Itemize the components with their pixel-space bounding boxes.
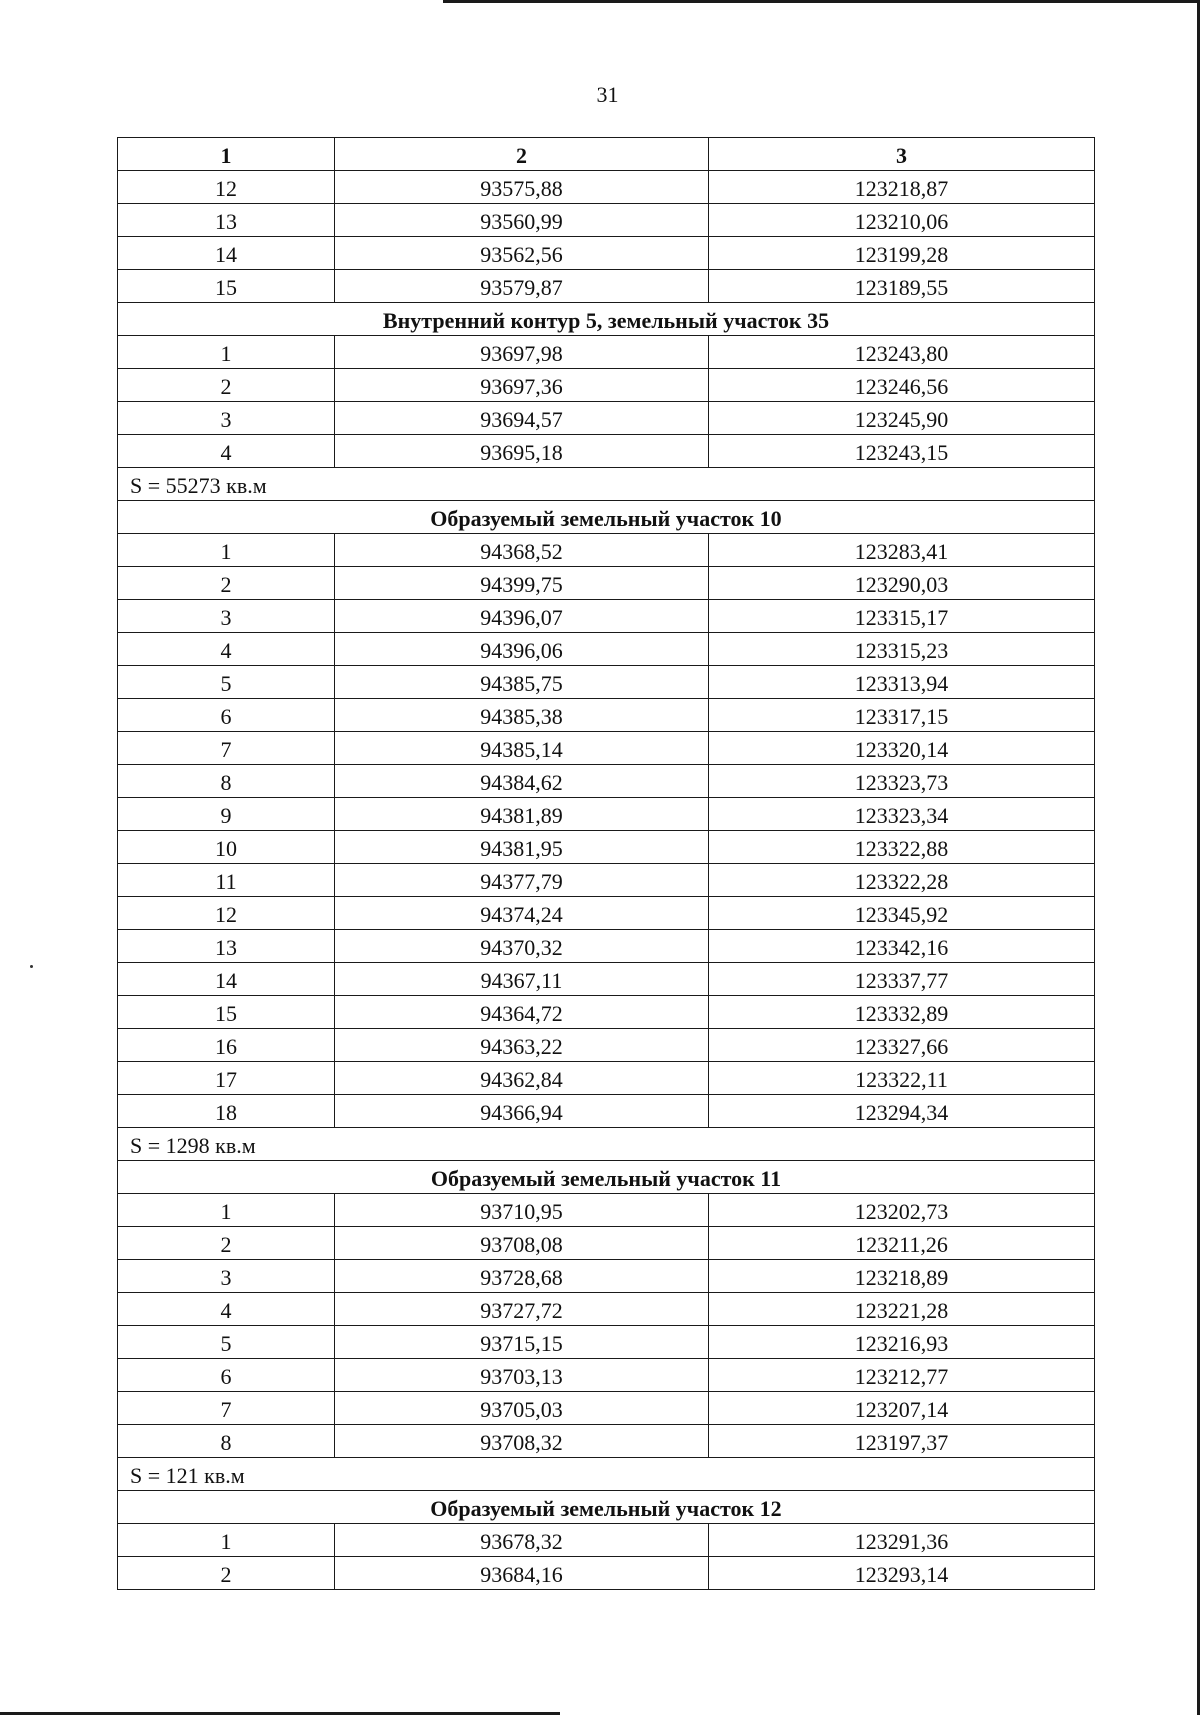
table-row <box>118 204 1095 237</box>
area-value: S = 121 кв.м <box>118 1458 1095 1491</box>
point-number-cell: 3 <box>118 402 335 435</box>
point-number-cell: 13 <box>118 930 335 963</box>
section-title: Внутренний контур 5, земельный участок 35 <box>118 303 1095 336</box>
x-coordinate-cell: 94381,95 <box>335 831 709 864</box>
table-row <box>118 633 1095 666</box>
point-number-cell: 9 <box>118 798 335 831</box>
scan-edge-top <box>443 0 1200 3</box>
column-header-2: 2 <box>335 138 709 171</box>
table-row <box>118 897 1095 930</box>
table-row <box>118 996 1095 1029</box>
table-row <box>118 534 1095 567</box>
point-number-cell: 6 <box>118 699 335 732</box>
y-coordinate-cell: 123323,73 <box>709 765 1095 798</box>
table-row <box>118 600 1095 633</box>
table-row <box>118 963 1095 996</box>
x-coordinate-cell: 93710,95 <box>335 1194 709 1227</box>
point-number-cell: 5 <box>118 666 335 699</box>
x-coordinate-cell: 93678,32 <box>335 1524 709 1557</box>
x-coordinate-cell: 94399,75 <box>335 567 709 600</box>
point-number-cell: 4 <box>118 435 335 468</box>
y-coordinate-cell: 123322,88 <box>709 831 1095 864</box>
table-row <box>118 1557 1095 1590</box>
table-row <box>118 1260 1095 1293</box>
table-row <box>118 1293 1095 1326</box>
point-number-cell: 12 <box>118 897 335 930</box>
table-row <box>118 1359 1095 1392</box>
table-row <box>118 1227 1095 1260</box>
y-coordinate-cell: 123290,03 <box>709 567 1095 600</box>
y-coordinate-cell: 123320,14 <box>709 732 1095 765</box>
table-row <box>118 237 1095 270</box>
point-number-cell: 16 <box>118 1029 335 1062</box>
table-row <box>118 798 1095 831</box>
table-row <box>118 765 1095 798</box>
table-row <box>118 369 1095 402</box>
y-coordinate-cell: 123211,26 <box>709 1227 1095 1260</box>
point-number-cell: 4 <box>118 633 335 666</box>
table-row <box>118 1326 1095 1359</box>
point-number-cell: 1 <box>118 1524 335 1557</box>
section-heading-row <box>118 1161 1095 1194</box>
y-coordinate-cell: 123315,17 <box>709 600 1095 633</box>
page-number: 31 <box>596 82 619 107</box>
table-row <box>118 435 1095 468</box>
y-coordinate-cell: 123294,34 <box>709 1095 1095 1128</box>
y-coordinate-cell: 123332,89 <box>709 996 1095 1029</box>
point-number-cell: 2 <box>118 369 335 402</box>
table-header-row <box>118 138 1095 171</box>
section-title: Образуемый земельный участок 12 <box>118 1491 1095 1524</box>
y-coordinate-cell: 123317,15 <box>709 699 1095 732</box>
y-coordinate-cell: 123197,37 <box>709 1425 1095 1458</box>
point-number-cell: 1 <box>118 1194 335 1227</box>
y-coordinate-cell: 123315,23 <box>709 633 1095 666</box>
point-number-cell: 14 <box>118 963 335 996</box>
point-number-cell: 4 <box>118 1293 335 1326</box>
y-coordinate-cell: 123342,16 <box>709 930 1095 963</box>
point-number-cell: 3 <box>118 600 335 633</box>
scan-speck <box>30 965 33 968</box>
y-coordinate-cell: 123323,34 <box>709 798 1095 831</box>
x-coordinate-cell: 94367,11 <box>335 963 709 996</box>
point-number-cell: 18 <box>118 1095 335 1128</box>
x-coordinate-cell: 93727,72 <box>335 1293 709 1326</box>
x-coordinate-cell: 93562,56 <box>335 237 709 270</box>
y-coordinate-cell: 123210,06 <box>709 204 1095 237</box>
area-row <box>118 468 1095 501</box>
point-number-cell: 15 <box>118 996 335 1029</box>
column-header-1: 1 <box>118 138 335 171</box>
table-row <box>118 930 1095 963</box>
point-number-cell: 14 <box>118 237 335 270</box>
point-number-cell: 1 <box>118 534 335 567</box>
table-row <box>118 699 1095 732</box>
x-coordinate-cell: 93708,32 <box>335 1425 709 1458</box>
y-coordinate-cell: 123212,77 <box>709 1359 1095 1392</box>
x-coordinate-cell: 94381,89 <box>335 798 709 831</box>
column-header-3: 3 <box>709 138 1095 171</box>
table-row <box>118 336 1095 369</box>
y-coordinate-cell: 123345,92 <box>709 897 1095 930</box>
table-row <box>118 1029 1095 1062</box>
y-coordinate-cell: 123327,66 <box>709 1029 1095 1062</box>
y-coordinate-cell: 123221,28 <box>709 1293 1095 1326</box>
point-number-cell: 12 <box>118 171 335 204</box>
table-row <box>118 1095 1095 1128</box>
y-coordinate-cell: 123283,41 <box>709 534 1095 567</box>
y-coordinate-cell: 123189,55 <box>709 270 1095 303</box>
point-number-cell: 2 <box>118 567 335 600</box>
y-coordinate-cell: 123313,94 <box>709 666 1095 699</box>
point-number-cell: 2 <box>118 1557 335 1590</box>
table-row <box>118 732 1095 765</box>
y-coordinate-cell: 123207,14 <box>709 1392 1095 1425</box>
section-heading-row <box>118 303 1095 336</box>
point-number-cell: 3 <box>118 1260 335 1293</box>
area-value: S = 55273 кв.м <box>118 468 1095 501</box>
x-coordinate-cell: 94396,06 <box>335 633 709 666</box>
x-coordinate-cell: 94363,22 <box>335 1029 709 1062</box>
table-row <box>118 1524 1095 1557</box>
y-coordinate-cell: 123291,36 <box>709 1524 1095 1557</box>
point-number-cell: 11 <box>118 864 335 897</box>
x-coordinate-cell: 94366,94 <box>335 1095 709 1128</box>
point-number-cell: 7 <box>118 1392 335 1425</box>
section-heading-row <box>118 501 1095 534</box>
x-coordinate-cell: 93684,16 <box>335 1557 709 1590</box>
y-coordinate-cell: 123202,73 <box>709 1194 1095 1227</box>
section-heading-row <box>118 1491 1095 1524</box>
point-number-cell: 13 <box>118 204 335 237</box>
x-coordinate-cell: 94396,07 <box>335 600 709 633</box>
table-row <box>118 171 1095 204</box>
coordinates-table-body <box>118 138 1095 1590</box>
table-row <box>118 402 1095 435</box>
point-number-cell: 1 <box>118 336 335 369</box>
table-row <box>118 567 1095 600</box>
y-coordinate-cell: 123322,28 <box>709 864 1095 897</box>
x-coordinate-cell: 93697,98 <box>335 336 709 369</box>
point-number-cell: 15 <box>118 270 335 303</box>
x-coordinate-cell: 93695,18 <box>335 435 709 468</box>
table-row <box>118 831 1095 864</box>
point-number-cell: 8 <box>118 1425 335 1458</box>
x-coordinate-cell: 94377,79 <box>335 864 709 897</box>
point-number-cell: 8 <box>118 765 335 798</box>
x-coordinate-cell: 93708,08 <box>335 1227 709 1260</box>
x-coordinate-cell: 94384,62 <box>335 765 709 798</box>
area-row <box>118 1458 1095 1491</box>
x-coordinate-cell: 94385,38 <box>335 699 709 732</box>
x-coordinate-cell: 93694,57 <box>335 402 709 435</box>
x-coordinate-cell: 94368,52 <box>335 534 709 567</box>
table-row <box>118 270 1095 303</box>
area-row <box>118 1128 1095 1161</box>
section-title: Образуемый земельный участок 10 <box>118 501 1095 534</box>
y-coordinate-cell: 123293,14 <box>709 1557 1095 1590</box>
table-row <box>118 864 1095 897</box>
section-title: Образуемый земельный участок 11 <box>118 1161 1095 1194</box>
x-coordinate-cell: 94385,75 <box>335 666 709 699</box>
point-number-cell: 17 <box>118 1062 335 1095</box>
point-number-cell: 10 <box>118 831 335 864</box>
x-coordinate-cell: 94362,84 <box>335 1062 709 1095</box>
y-coordinate-cell: 123216,93 <box>709 1326 1095 1359</box>
table-row <box>118 1425 1095 1458</box>
y-coordinate-cell: 123322,11 <box>709 1062 1095 1095</box>
area-value: S = 1298 кв.м <box>118 1128 1095 1161</box>
point-number-cell: 5 <box>118 1326 335 1359</box>
x-coordinate-cell: 93703,13 <box>335 1359 709 1392</box>
point-number-cell: 7 <box>118 732 335 765</box>
table-row <box>118 1392 1095 1425</box>
x-coordinate-cell: 94370,32 <box>335 930 709 963</box>
x-coordinate-cell: 93705,03 <box>335 1392 709 1425</box>
y-coordinate-cell: 123243,15 <box>709 435 1095 468</box>
y-coordinate-cell: 123337,77 <box>709 963 1095 996</box>
x-coordinate-cell: 93715,15 <box>335 1326 709 1359</box>
coordinates-table <box>117 137 1095 1590</box>
table-row <box>118 1194 1095 1227</box>
x-coordinate-cell: 94374,24 <box>335 897 709 930</box>
y-coordinate-cell: 123218,89 <box>709 1260 1095 1293</box>
x-coordinate-cell: 94364,72 <box>335 996 709 1029</box>
y-coordinate-cell: 123243,80 <box>709 336 1095 369</box>
x-coordinate-cell: 93697,36 <box>335 369 709 402</box>
point-number-cell: 6 <box>118 1359 335 1392</box>
y-coordinate-cell: 123218,87 <box>709 171 1095 204</box>
table-row <box>118 666 1095 699</box>
x-coordinate-cell: 93579,87 <box>335 270 709 303</box>
x-coordinate-cell: 94385,14 <box>335 732 709 765</box>
x-coordinate-cell: 93560,99 <box>335 204 709 237</box>
x-coordinate-cell: 93575,88 <box>335 171 709 204</box>
y-coordinate-cell: 123246,56 <box>709 369 1095 402</box>
y-coordinate-cell: 123245,90 <box>709 402 1095 435</box>
point-number-cell: 2 <box>118 1227 335 1260</box>
table-row <box>118 1062 1095 1095</box>
y-coordinate-cell: 123199,28 <box>709 237 1095 270</box>
x-coordinate-cell: 93728,68 <box>335 1260 709 1293</box>
